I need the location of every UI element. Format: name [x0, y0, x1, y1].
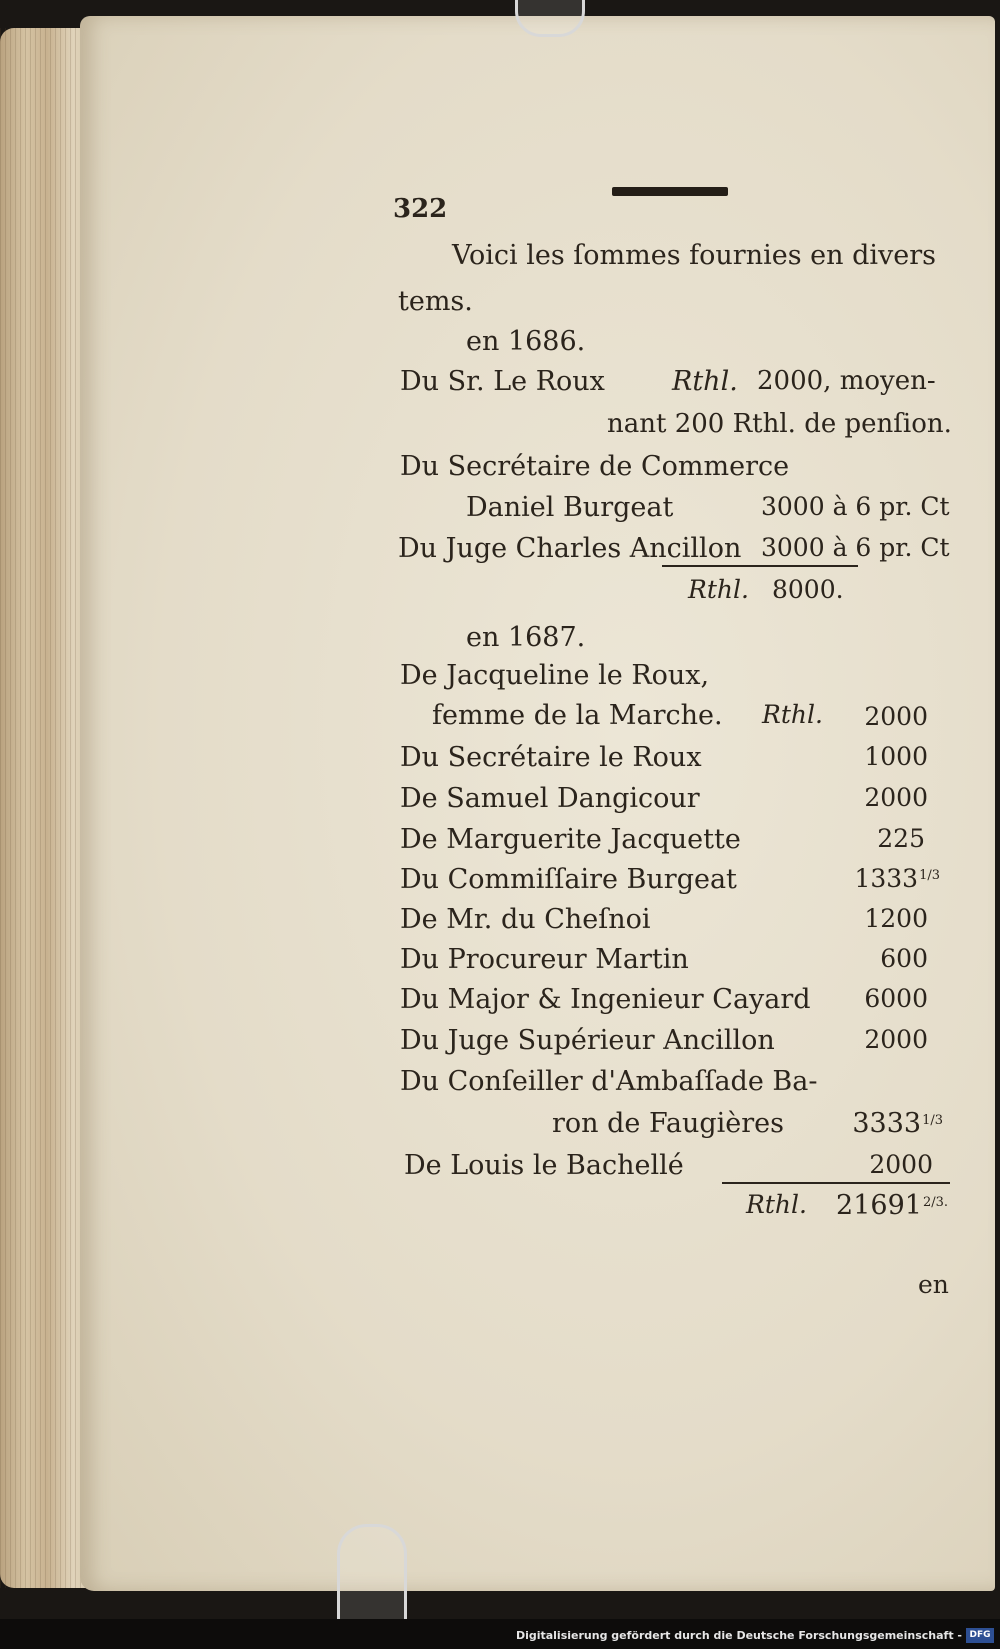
- total-amount: 8000.: [772, 575, 844, 604]
- entry-name: Du Procureur Martin: [400, 944, 689, 975]
- entry-name: Du Juge Charles Ancillon: [398, 533, 742, 564]
- total-currency: Rthl.: [688, 575, 749, 604]
- entry-continuation: Daniel Burgeat: [466, 492, 674, 523]
- entry-amount: 2000, moyen-: [757, 366, 936, 396]
- sum-rule: [662, 565, 858, 567]
- amount-integer: 3333: [852, 1108, 922, 1139]
- entry-amount: 2000: [864, 1025, 928, 1054]
- entry-name: Du Juge Supérieur Ancillon: [400, 1025, 775, 1056]
- entry-name: De Jacqueline le Roux,: [400, 660, 710, 691]
- entry-amount: 2000: [864, 702, 928, 731]
- bottom-clip: [337, 1524, 407, 1619]
- entry-amount: 225: [877, 824, 925, 853]
- entry-name: Du Conſeiller d'Ambaſſade Ba-: [400, 1066, 818, 1097]
- entry-name: De Mr. du Cheſnoi: [400, 904, 651, 935]
- entry-name: Du Sr. Le Roux: [400, 366, 605, 397]
- amount-fraction: 1/3: [919, 868, 940, 883]
- catchword: en: [918, 1270, 949, 1299]
- entry-amount: 600: [880, 944, 928, 973]
- sum-rule: [722, 1182, 950, 1184]
- entry-name: Du Secrétaire le Roux: [400, 742, 702, 773]
- entry-name: Du Commiſſaire Burgeat: [400, 864, 737, 895]
- entry-amount: [854, 866, 940, 891]
- page-number: 322: [393, 194, 448, 224]
- currency-label: Rthl.: [672, 366, 738, 397]
- amount-integer: 1333: [854, 864, 919, 893]
- entry-amount: 6000: [864, 984, 928, 1013]
- intro-line-1: Voici les ſommes fournies en divers: [452, 240, 937, 271]
- entry-continuation: ron de Faugières: [552, 1108, 785, 1139]
- entry-amount: 1200: [864, 904, 928, 933]
- entry-name: Du Major & Ingenieur Cayard: [400, 984, 811, 1015]
- entry-continuation: nant 200 Rthl. de penſion.: [607, 409, 952, 439]
- total-amount: [836, 1192, 948, 1219]
- entry-name: Du Secrétaire de Commerce: [400, 451, 790, 482]
- year-heading-1686: en 1686.: [466, 326, 586, 357]
- amount-fraction: 1/3: [922, 1113, 943, 1128]
- entry-name: De Louis le Bachellé: [404, 1150, 684, 1181]
- currency-label: Rthl.: [762, 700, 823, 729]
- intro-line-2: tems.: [398, 286, 473, 317]
- amount-fraction: 2/3.: [922, 1195, 948, 1210]
- dfg-logo: DFG: [966, 1628, 994, 1643]
- top-clip: [515, 0, 585, 37]
- entry-name: De Samuel Dangicour: [400, 783, 700, 814]
- total-currency: Rthl.: [746, 1190, 807, 1219]
- header-rule: [612, 187, 728, 196]
- entry-amount: 1000: [864, 742, 928, 771]
- year-heading-1687: en 1687.: [466, 622, 586, 653]
- entry-continuation: femme de la Marche.: [432, 700, 723, 731]
- entry-amount: [852, 1110, 943, 1137]
- footer-credit: Digitalisierung gefördert durch die Deutsche Forschungsgemeinschaft -: [515, 1629, 962, 1642]
- entry-amount: 2000: [864, 783, 928, 812]
- entry-amount: 2000: [869, 1150, 933, 1179]
- amount-integer: 21691: [836, 1190, 922, 1221]
- entry-amount: 3000 à 6 pr. Ct: [761, 533, 950, 562]
- entry-amount: 3000 à 6 pr. Ct: [761, 492, 950, 521]
- entry-name: De Marguerite Jacquette: [400, 824, 741, 855]
